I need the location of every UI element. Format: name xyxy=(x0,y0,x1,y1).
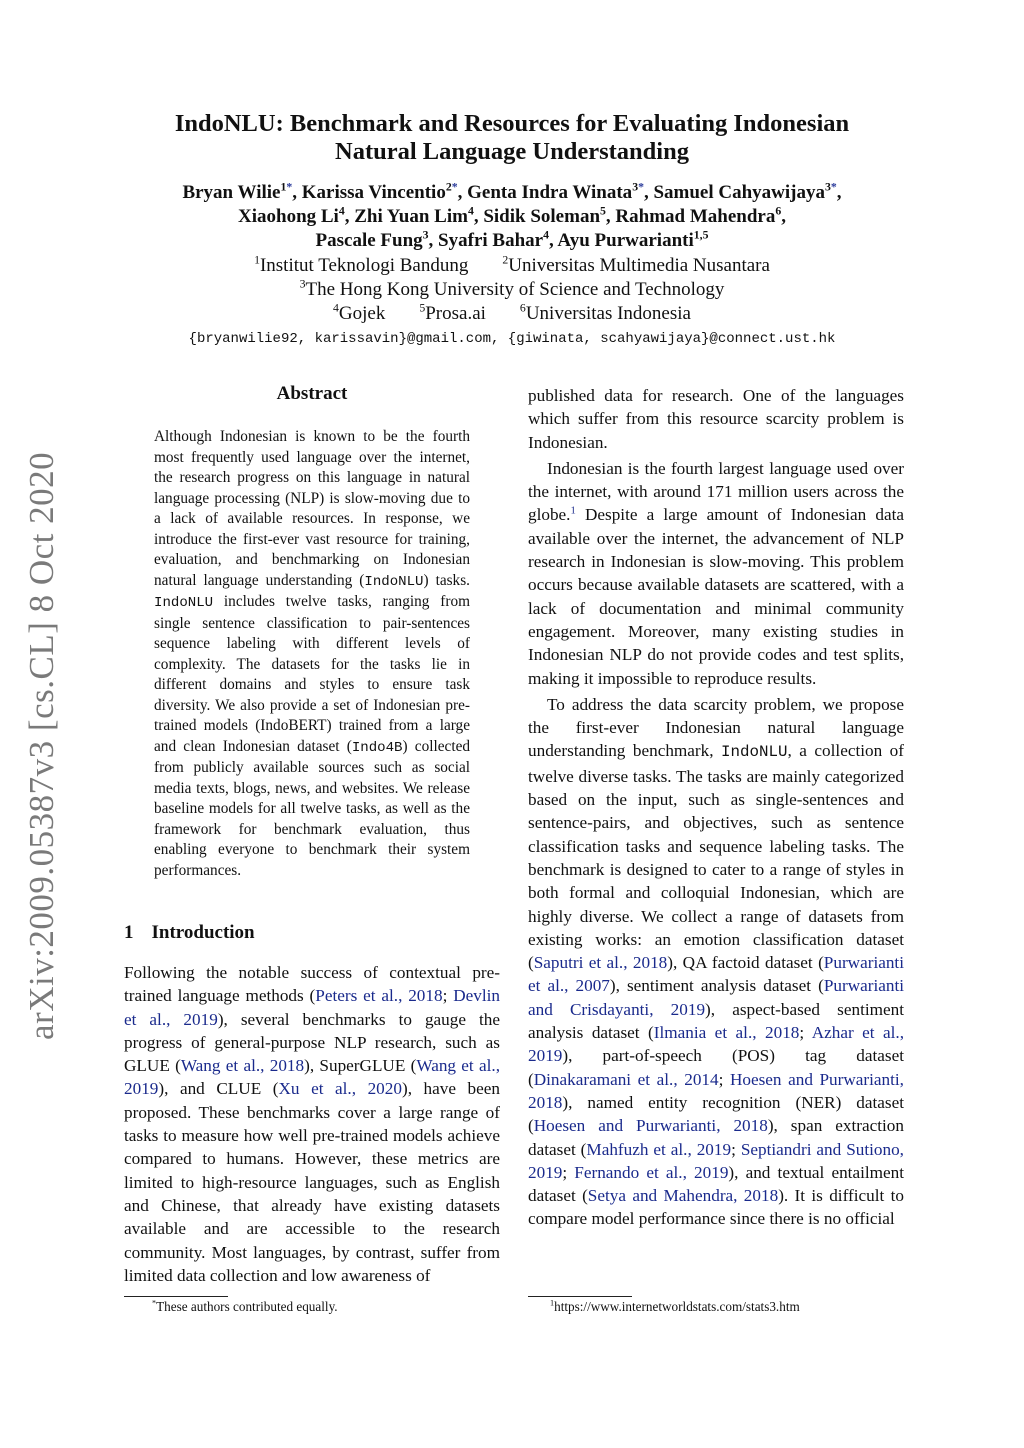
author-name: Bryan Wilie xyxy=(182,182,281,203)
text-run: Despite a large amount of Indonesian data available over the internet, the advancement of NLP research in Indonesian is slow-moving. This problem occurs because available datasets are scattered, with a lack of documentation and minimal community engagement. Moreover, many existing studies in Indonesian NLP do not provide codes and test splits, making it impossible to reproduce results. xyxy=(528,505,904,688)
author-name: Pascale Fung xyxy=(315,230,423,251)
citation-link[interactable]: Hoesen and Purwarianti, 2018 xyxy=(533,1116,768,1136)
abstract-heading: Abstract xyxy=(276,383,348,404)
affiliation-line xyxy=(0,302,1024,326)
author-affiliation-mark: 1* xyxy=(280,180,293,194)
footnote-ref[interactable]: 1 xyxy=(570,505,576,517)
system-name: IndoNLU xyxy=(154,595,214,611)
affiliation-name: Universitas Indonesia xyxy=(525,303,691,324)
author-line: Bryan Wilie$^{1*}$, Karissa Vincentio$^{2*}$, Genta Indra Winata$^{3*}$, Samuel Cahyawijaya$^{3*}$, xyxy=(182,180,842,203)
author-line: Pascale Fung$^3$, Syafri Bahar$^4$, Ayu Purwarianti$^{1,5}$ xyxy=(315,228,709,251)
affiliation-mark: 3 xyxy=(299,277,306,291)
right-column-body xyxy=(528,384,904,1234)
author-name: Karissa Vincentio xyxy=(301,182,446,203)
paragraph xyxy=(124,961,500,1287)
citation-link[interactable]: Septiandri and Sutiono, 2019 xyxy=(528,1139,904,1182)
text-run: To address the data scarcity problem, we propose the first-ever Indonesian natural language understanding benchmark, xyxy=(528,694,904,761)
author-name: Ayu Purwarianti xyxy=(557,230,694,251)
section-title: Introduction xyxy=(151,922,255,943)
footnote-text: https://www.internetworldstats.com/stats3.htm xyxy=(554,1299,800,1314)
citation-link[interactable]: Fernando et al., 2019 xyxy=(574,1162,729,1182)
author-affiliation-mark: 4 xyxy=(543,228,549,242)
text-run: ) tasks. xyxy=(423,571,470,589)
author-affiliation-mark: 3* xyxy=(632,180,644,194)
section-heading-introduction xyxy=(124,922,273,944)
author-affiliation-mark: 6 xyxy=(775,204,782,218)
affiliation-name: The Hong Kong University of Science and Technology xyxy=(305,279,725,300)
text-run: ) collected from publicly available sources such as social media texts, blogs, news, and websites. We release baseline models for all twelve tasks, as well as the framework for benchmark evaluation, thus enabling everyone to benchmark their system performances. xyxy=(154,737,471,879)
footnote-left xyxy=(152,1299,338,1315)
author-name: Genta Indra Winata xyxy=(467,182,633,203)
citation-link[interactable]: Azhar et al., 2019 xyxy=(528,1023,904,1066)
text-run: ), and CLUE ( xyxy=(158,1079,279,1099)
author-list xyxy=(0,181,1024,253)
citation-link[interactable]: Dinakaramani et al., 2014 xyxy=(533,1069,719,1089)
author-name: Zhi Yuan Lim xyxy=(354,206,468,227)
text-run: Indonesian is the fourth largest language used over the internet, with around 171 million users across the globe. xyxy=(528,458,904,525)
author-affiliation-mark: 1,5 xyxy=(693,228,709,242)
footnote-right xyxy=(550,1299,800,1315)
footnote-rule xyxy=(124,1296,228,1297)
citation-link[interactable]: Setya and Mahendra, 2018 xyxy=(587,1186,779,1206)
left-column-body xyxy=(124,961,500,1290)
text-run: ), part-of-speech (POS) tag dataset ( xyxy=(528,1046,904,1089)
system-name: Indo4B xyxy=(351,739,403,756)
footnote-text: These authors contributed equally. xyxy=(156,1299,338,1314)
author-emails: {bryanwilie92, karissavin}@gmail.com, {giwinata, scahyawijaya}@connect.ust.hk xyxy=(188,331,836,347)
text-run: ; xyxy=(442,986,454,1006)
paragraph xyxy=(528,457,904,690)
text-run: ; xyxy=(562,1162,575,1182)
citation-link[interactable]: Ilmania et al., 2018 xyxy=(653,1023,800,1043)
citation-link[interactable]: Saputri et al., 2018 xyxy=(533,953,668,973)
abstract-text xyxy=(154,427,470,881)
affiliation-name: Institut Teknologi Bandung xyxy=(259,255,469,276)
text-run: ; xyxy=(799,1023,812,1043)
text-run: Following the notable success of contextual pre-trained language methods ( xyxy=(124,963,500,1006)
affiliation-mark: 5 xyxy=(419,301,426,315)
paragraph xyxy=(528,384,904,454)
affiliation-mark: 2 xyxy=(502,253,509,267)
text-run: ), span extraction dataset ( xyxy=(528,1116,904,1159)
text-run: Although Indonesian is known to be the fourth most frequently used language over the internet, the research progress on this language in natural language processing (NLP) is slow-moving due to a lack of available resources. In response, we introduce the first-ever vast resource for training, evaluation, and benchmarking on Indonesian natural language understanding ( xyxy=(154,428,470,589)
author-affiliation-mark: 4 xyxy=(338,204,345,218)
text-run: ), several benchmarks to gauge the progress of general-purpose NLP research, such as GLUE ( xyxy=(124,1009,501,1076)
citation-link[interactable]: Peters et al., 2018 xyxy=(315,986,443,1006)
text-run: includes twelve tasks, ranging from single sentence classification to pair-sentences sequence labeling with different levels of complexity. The datasets for the tasks lie in different domains and styles to ensure task diversity. We also provide a set of Indonesian pre-trained models (IndoBERT) trained from a large and clean Indonesian dataset ( xyxy=(154,593,470,755)
author-affiliation-mark: 3* xyxy=(825,180,837,194)
author-affiliation-mark: 4 xyxy=(467,204,474,218)
paragraph xyxy=(528,693,904,1231)
footnote-mark: 1 xyxy=(550,1298,555,1308)
affiliation-mark: 1 xyxy=(254,253,260,267)
author-affiliation-mark: 3 xyxy=(422,228,429,242)
text-run: ). It is difficult to compare model performance since there is no official xyxy=(528,1186,904,1229)
author-name: Rahmad Mahendra xyxy=(615,206,776,227)
affiliation-line xyxy=(0,278,1024,302)
citation-link[interactable]: Hoesen and Purwarianti, 2018 xyxy=(528,1069,904,1112)
citation-link[interactable]: Wang et al., 2018 xyxy=(180,1056,305,1076)
text-run: , a collection of twelve diverse tasks. The tasks are mainly categorized based on the input, such as single-sentences and sentence-pairs, and objectives, such as sentence classification tasks and sequence labeling tasks. The benchmark is designed to cater to a range of styles in both formal and colloquial Indonesian, which are highly diverse. We collect a range of datasets from existing works: an emotion classification dataset ( xyxy=(528,741,905,973)
text-run: ), sentiment analysis dataset ( xyxy=(609,976,824,996)
citation-link[interactable]: Purwarianti et al., 2007 xyxy=(528,953,904,996)
author-name: Samuel Cahyawijaya xyxy=(653,182,826,203)
section-number: 1 xyxy=(124,922,134,943)
text-run: ), and textual entailment dataset ( xyxy=(528,1162,904,1206)
text-run: ), have been proposed. These benchmarks cover a large range of tasks to measure how well pre-trained models achieve compared to humans. However, these metrics are limited to high-resource languages, such as English and Chinese, that already have existing datasets available and are accessible to the research community. Most languages, by contrast, suffer from limited data collection and low awareness of xyxy=(124,1079,500,1285)
arxiv-watermark: arXiv:2009.05387v3 [cs.CL] 8 Oct 2020 xyxy=(22,451,61,1040)
paper-title xyxy=(0,110,1024,166)
author-name: Syafri Bahar xyxy=(438,230,544,251)
author-name: Sidik Soleman xyxy=(483,206,601,227)
citation-link[interactable]: Purwarianti and Crisdayanti, 2019 xyxy=(528,976,905,1019)
affiliation-line xyxy=(0,254,1024,278)
affiliation-name: Prosa.ai xyxy=(425,303,486,324)
system-name: IndoNLU xyxy=(721,743,788,762)
text-run: ), QA factoid dataset ( xyxy=(667,953,824,973)
affiliation-name: Gojek xyxy=(338,303,386,324)
text-run: ), SuperGLUE ( xyxy=(304,1056,417,1076)
footnote-mark: * xyxy=(152,1298,157,1308)
author-affiliation-mark: 5 xyxy=(600,204,606,218)
text-run: ), aspect-based sentiment analysis dataset ( xyxy=(528,999,905,1043)
affiliation-mark: 6 xyxy=(519,301,526,315)
affiliation-name: Universitas Multimedia Nusantara xyxy=(508,255,770,276)
citation-link[interactable]: Wang et al., 2019 xyxy=(124,1056,500,1099)
title-line: Natural Language Understanding xyxy=(335,138,689,165)
citation-link[interactable]: Devlin et al., 2019 xyxy=(124,986,500,1029)
title-line: IndoNLU: Benchmark and Resources for Evaluating Indonesian xyxy=(174,110,850,137)
text-run: ; xyxy=(718,1069,730,1089)
affiliations xyxy=(0,254,1024,326)
citation-link[interactable]: Xu et al., 2020 xyxy=(278,1079,402,1099)
text-run: ; xyxy=(731,1139,741,1159)
text-run: published data for research. One of the languages which suffer from this resource scarcity problem is Indonesian. xyxy=(528,386,904,452)
citation-link[interactable]: Mahfuzh et al., 2019 xyxy=(586,1139,732,1159)
text-run: ), named entity recognition (NER) dataset ( xyxy=(528,1092,904,1136)
author-line: Xiaohong Li$^4$, Zhi Yuan Lim$^4$, Sidik Soleman$^5$, Rahmad Mahendra$^6$, xyxy=(238,204,786,227)
system-name: IndoNLU xyxy=(364,573,424,590)
affiliation-mark: 4 xyxy=(333,301,339,315)
footnote-rule xyxy=(528,1296,632,1297)
author-affiliation-mark: 2* xyxy=(445,180,458,194)
author-name: Xiaohong Li xyxy=(238,206,339,227)
